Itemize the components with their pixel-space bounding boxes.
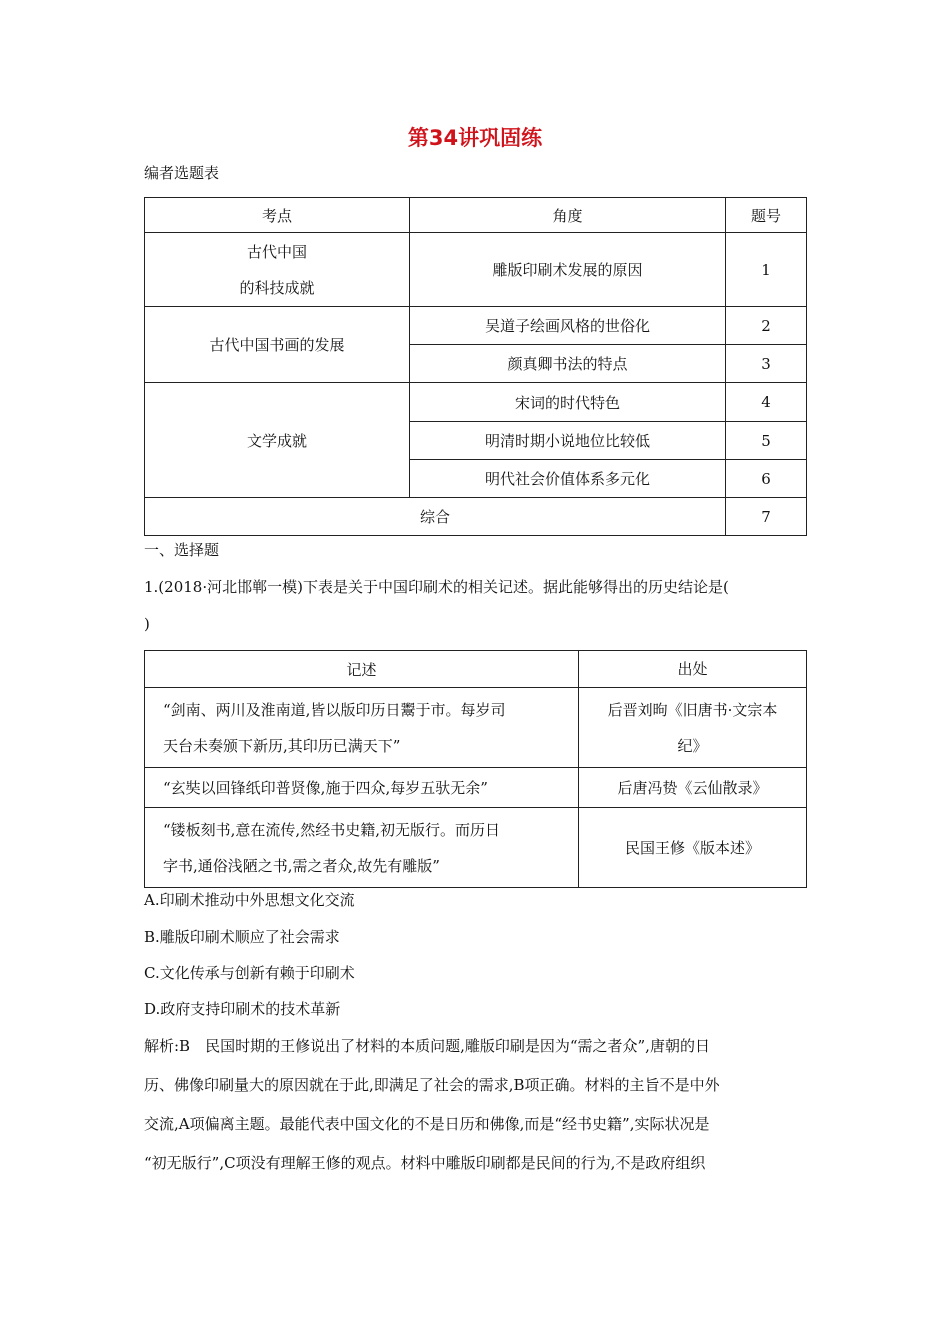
table-row [145, 808, 807, 888]
source-cell [579, 688, 807, 768]
summary-label: 综合 [145, 498, 726, 536]
angle-cell: 明清时期小说地位比较低 [410, 422, 726, 460]
table-row [145, 233, 807, 307]
number-cell: 4 [726, 383, 807, 422]
option-c: C.文化传承与创新有赖于印刷术 [144, 964, 355, 982]
topic-cell: 古代中国书画的发展 [145, 307, 410, 383]
question-stem-end: ) [144, 615, 150, 633]
analysis-line: 交流,A项偏离主题。最能代表中国文化的不是日历和佛像,而是“经书史籍”,实际状况是 [144, 1115, 710, 1133]
number-cell: 7 [726, 498, 807, 536]
question-stem: 1.(2018·河北邯郸一模)下表是关于中国印刷术的相关记述。据此能够得出的历史结论是( [144, 578, 729, 596]
source-cell: 民国王修《版本述》 [579, 808, 807, 888]
topic-line: 古代中国 [246, 242, 307, 261]
number-cell: 3 [726, 345, 807, 383]
option-b: B.雕版印刷术顺应了社会需求 [144, 928, 340, 946]
record-line: “镂板刻书,意在流传,然经书史籍,初无版行。而历日 [163, 820, 500, 839]
record-line: 字书,通俗浅陋之书,需之者众,故先有雕版” [163, 856, 440, 875]
header-cell: 考点 [145, 198, 410, 233]
topic-cell: 文学成就 [145, 383, 410, 498]
option-a: A.印刷术推动中外思想文化交流 [144, 891, 355, 909]
number-cell: 6 [726, 460, 807, 498]
topic-line: 的科技成就 [239, 278, 315, 297]
table-row [145, 383, 807, 422]
table-row [145, 768, 807, 808]
record-cell [145, 808, 579, 888]
summary-row [145, 498, 807, 536]
section-heading: 一、选择题 [144, 541, 220, 559]
source-line: 后晋刘昫《旧唐书·文宗本 [607, 700, 778, 719]
page-title: 第34讲巩固练 [407, 126, 543, 150]
angle-cell: 吴道子绘画风格的世俗化 [410, 307, 726, 345]
table-row [145, 688, 807, 768]
analysis-line: 历、佛像印刷量大的原因就在于此,即满足了社会的需求,B项正确。材料的主旨不是中外 [144, 1076, 720, 1094]
topic-selection-table [144, 197, 807, 536]
table-header-row [145, 198, 807, 233]
table-row [145, 307, 807, 345]
header-cell: 出处 [579, 651, 807, 688]
source-table [144, 650, 807, 888]
number-cell: 5 [726, 422, 807, 460]
number-cell: 2 [726, 307, 807, 345]
number-cell: 1 [726, 233, 807, 307]
topic-cell [145, 233, 410, 307]
angle-cell: 雕版印刷术发展的原因 [410, 233, 726, 307]
record-line: “剑南、两川及淮南道,皆以版印历日鬻于市。每岁司 [163, 700, 506, 719]
angle-cell: 明代社会价值体系多元化 [410, 460, 726, 498]
header-cell: 角度 [410, 198, 726, 233]
source-line: 纪》 [677, 736, 708, 755]
header-cell: 题号 [726, 198, 807, 233]
record-line: 天台未奏颁下新历,其印历已满天下” [163, 736, 401, 755]
analysis-line: “初无版行”,C项没有理解王修的观点。材料中雕版印刷都是民间的行为,不是政府组织 [144, 1154, 706, 1172]
analysis-line: 解析:B 民国时期的王修说出了材料的本质问题,雕版印刷是因为“需之者众”,唐朝的日 [144, 1037, 710, 1055]
record-cell [145, 688, 579, 768]
header-cell: 记述 [145, 651, 579, 688]
angle-cell: 颜真卿书法的特点 [410, 345, 726, 383]
table-header-row [145, 651, 807, 688]
angle-cell: 宋词的时代特色 [410, 383, 726, 422]
option-d: D.政府支持印刷术的技术革新 [144, 1000, 341, 1018]
record-cell: “玄奘以回锋纸印普贤像,施于四众,每岁五驮无余” [145, 768, 579, 808]
table-caption: 编者选题表 [144, 164, 220, 182]
source-cell: 后唐冯贽《云仙散录》 [579, 768, 807, 808]
